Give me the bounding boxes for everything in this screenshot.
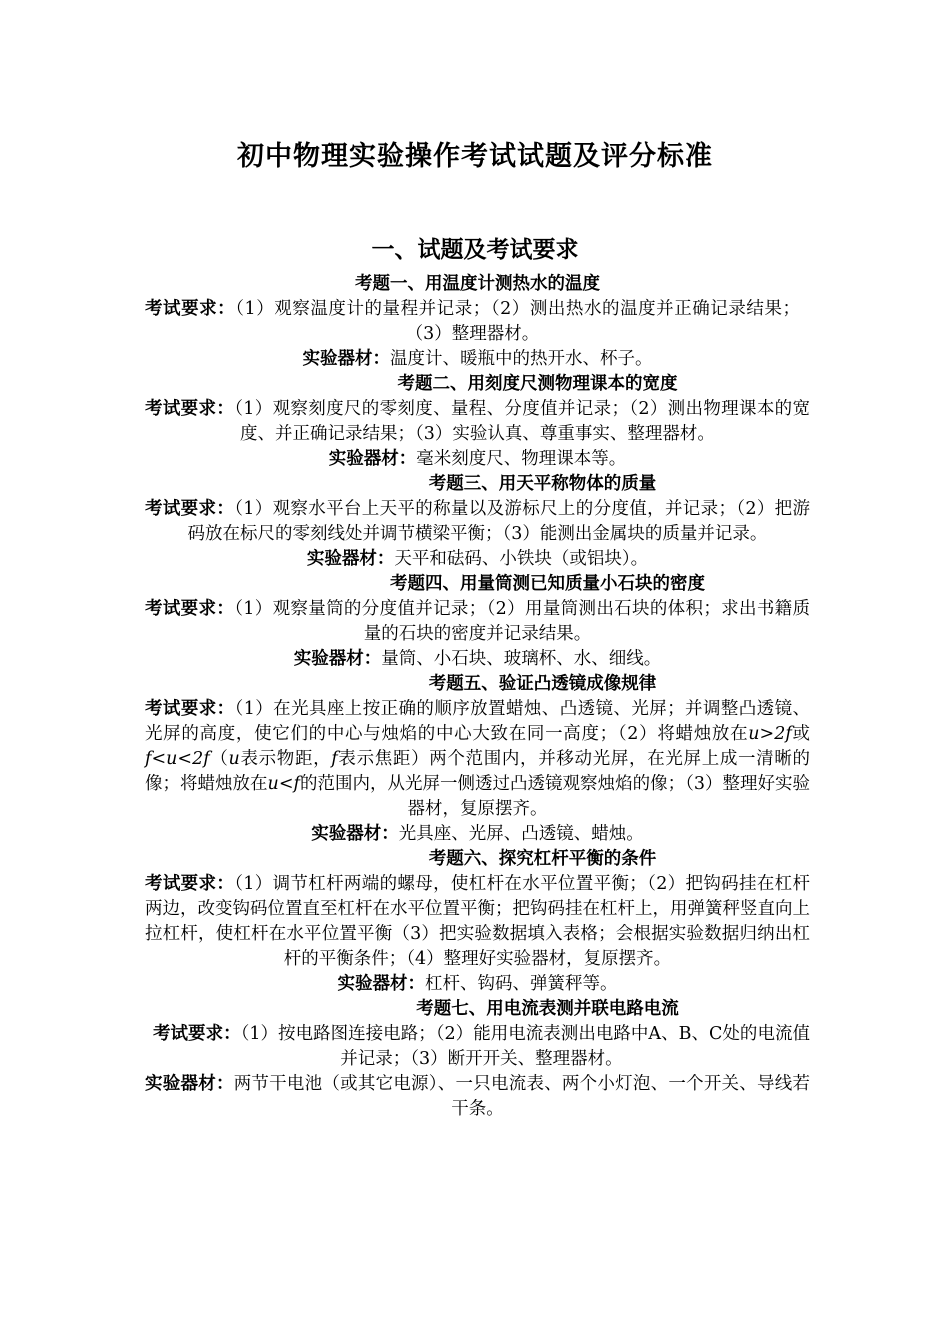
document-title: 初中物理实验操作考试试题及评分标准 — [237, 141, 713, 172]
equipment-text: 温度计、暖瓶中的热开水、杯子。 — [390, 349, 653, 369]
question-list — [145, 272, 810, 1122]
requirements-label: 考试要求： — [145, 599, 235, 619]
equipment-label: 实验器材： — [145, 1074, 234, 1094]
question-equipment — [145, 647, 810, 672]
equipment-label: 实验器材： — [293, 649, 382, 669]
question-equipment — [145, 822, 810, 847]
question-title: 考题三、用天平称物体的质量 — [428, 474, 657, 494]
requirements-text-part: 或 — [791, 724, 810, 744]
question-equipment — [145, 447, 810, 472]
math-f: f — [331, 749, 338, 769]
equipment-text: 量筒、小石块、玻璃杯、水、细线。 — [381, 649, 662, 669]
question-requirements — [145, 872, 810, 972]
question-requirements — [145, 597, 810, 647]
question-title: 考题七、用电流表测并联电路电流 — [416, 999, 679, 1019]
question-title: 考题一、用温度计测热水的温度 — [355, 274, 600, 294]
equipment-text: 光具座、光屏、凸透镜、蜡烛。 — [398, 824, 644, 844]
requirements-text-part: 表示焦距）两个范围内，并移动光屏，在光屏上成一清晰的像；将蜡烛放在 — [145, 749, 811, 794]
requirements-text: （1）观察温度计的量程并记录；（2）测出热水的温度并正确记录结果；（3）整理器材。 — [235, 299, 800, 344]
equipment-text: 两节干电池（或其它电源）、一只电流表、两个小灯泡、一个开关、导线若干条。 — [233, 1074, 811, 1119]
requirements-label: 考试要求： — [153, 1024, 241, 1044]
question-block — [145, 472, 810, 572]
requirements-text-part: 表示物距， — [239, 749, 332, 769]
equipment-label: 实验器材： — [302, 349, 390, 369]
question-requirements — [145, 397, 810, 447]
question-block — [145, 672, 810, 847]
requirements-text: （1）调节杠杆两端的螺母，使杠杆在水平位置平衡；（2）把钩码挂在杠杆两边，改变钩码位置直至杠杆在水平位置平衡；把钩码挂在杠杆上，用弹簧秤竖直向上拉杠杆，使杠杆在水平位置平衡（3）把实验数据填入表格；会根据实验数据归纳出杠杆的平衡条件；（4）整理好实验器材，复原摆齐。 — [145, 874, 811, 969]
question-requirements — [145, 1022, 810, 1072]
math-u-lt-f: u<f — [267, 774, 300, 794]
question-equipment — [145, 972, 810, 997]
question-title: 考题六、探究杠杆平衡的条件 — [428, 849, 657, 869]
math-u-gt-2f: u>2f — [748, 724, 792, 744]
equipment-text: 天平和砝码、小铁块（或铝块）。 — [394, 549, 649, 569]
question-block — [145, 997, 810, 1122]
requirements-label: 考试要求： — [145, 299, 236, 319]
section-heading: 一、试题及考试要求 — [371, 236, 579, 263]
equipment-text: 杠杆、钩码、弹簧秤等。 — [425, 974, 618, 994]
question-equipment — [145, 547, 810, 572]
question-title: 考题四、用量筒测已知质量小石块的密度 — [390, 574, 705, 594]
requirements-text-part: 的范围内，从光屏一侧透过凸透镜观察烛焰的像；（3）整理好实验器材，复原摆齐。 — [299, 774, 811, 819]
equipment-label: 实验器材： — [328, 449, 417, 469]
requirements-label: 考试要求： — [145, 699, 235, 719]
requirements-text-part: （1）在光具座上按正确的顺序放置蜡烛、凸透镜、光屏；并调整凸透镜、光屏的高度，使它们的中心与烛焰的中心大致在同一高度；（2）将蜡烛放在 — [145, 699, 810, 744]
requirements-label: 考试要求： — [145, 874, 235, 894]
question-block — [145, 272, 810, 372]
requirements-text: （1）观察刻度尺的零刻度、量程、分度值并记录；（2）测出物理课本的宽度、并正确记录结果；（3）实验认真、尊重事实、整理器材。 — [234, 399, 811, 444]
question-requirements — [145, 497, 810, 547]
question-equipment — [145, 1072, 810, 1122]
question-requirements — [145, 697, 810, 822]
question-block — [145, 847, 810, 997]
question-equipment — [145, 347, 810, 372]
math-u: u — [228, 749, 240, 769]
question-requirements — [145, 297, 810, 347]
requirements-text: （1）按电路图连接电路；（2）能用电流表测出电路中A、B、C处的电流值并记录；（3）断开开关、整理器材。 — [240, 1024, 810, 1069]
equipment-label: 实验器材： — [337, 974, 425, 994]
requirements-text: （1）观察水平台上天平的称量以及游标尺上的分度值，并记录；（2）把游码放在标尺的零刻线处并调节横梁平衡；（3）能测出金属块的质量并记录。 — [187, 499, 811, 544]
question-block — [145, 372, 810, 472]
requirements-label: 考试要求： — [145, 499, 235, 519]
question-title: 考题二、用刻度尺测物理课本的宽度 — [397, 374, 678, 394]
question-block — [145, 572, 810, 672]
equipment-text: 毫米刻度尺、物理课本等。 — [416, 449, 627, 469]
equipment-label: 实验器材： — [306, 549, 395, 569]
math-f-lt-u-lt-2f: f<u<2f — [145, 749, 210, 769]
requirements-text: （1）观察量筒的分度值并记录；（2）用量筒测出石块的体积；求出书籍质量的石块的密度并记录结果。 — [234, 599, 811, 644]
question-title: 考题五、验证凸透镜成像规律 — [428, 674, 657, 694]
requirements-text-part: （ — [209, 749, 229, 769]
requirements-label: 考试要求： — [145, 399, 235, 419]
equipment-label: 实验器材： — [311, 824, 399, 844]
